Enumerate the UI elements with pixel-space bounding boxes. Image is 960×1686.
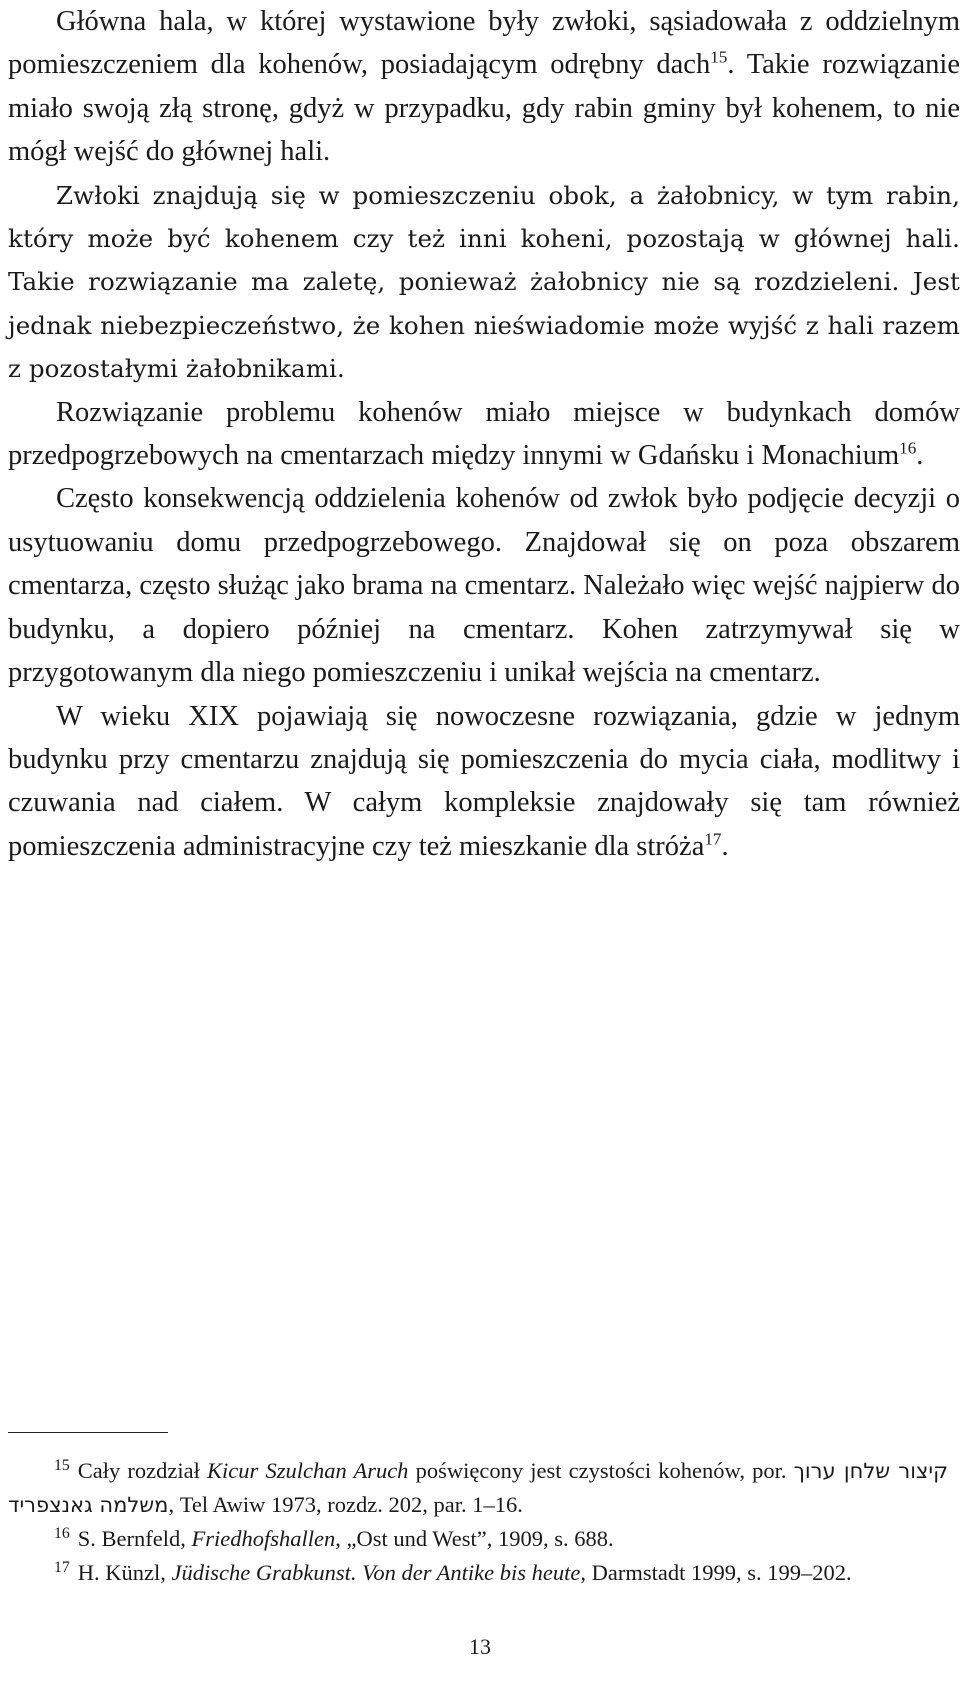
- footnote-text: H. Künzl,: [77, 1560, 172, 1585]
- footnote-number: 17: [54, 1558, 70, 1576]
- footnote-ref-15[interactable]: 15: [710, 47, 728, 67]
- paragraph-1: [8, 0, 960, 174]
- footnote-title: Friedhofshallen: [191, 1526, 336, 1551]
- hebrew-title: קיצור שלחן ערוך משלמה גאנצפריד: [8, 1459, 948, 1517]
- footnote-17: [8, 1556, 948, 1590]
- paragraph-text: Rozwiązanie problemu kohenów miało miejsce w budynkach domów przedpogrzebowych na cmentarzach między innymi w Gdańsku i Monachium: [8, 396, 960, 472]
- footnote-text: poświęcony jest czystości kohenów, por.: [408, 1458, 794, 1483]
- paragraph-5: [8, 695, 960, 869]
- paragraph-3: [8, 391, 960, 478]
- footnote-text: , „Ost und West”, 1909, s. 688.: [335, 1526, 614, 1551]
- paragraph-text: Główna hala, w której wystawione były zwłoki, sąsiadowała z oddzielnym pomieszczeniem dla kohenów, posiadającym odrębny dach: [8, 6, 960, 81]
- footnote-text: S. Bernfeld,: [77, 1526, 192, 1551]
- paragraph-text: Często konsekwencją oddzielenia kohenów od zwłok było podjęcie decyzji o usytuowaniu domu przedpogrzebowego. Znajdował się on poza obszarem cmentarza, często służąc jako brama na cmentarz. Należało więc wejść najpierw do budynku, a dopiero później na cmentarz. Kohen zatrzymywał się w przygotowanym dla niego pomieszczeniu i unikał wejścia na cmentarz.: [8, 483, 960, 689]
- footnote-title: Jüdische Grabkunst. Von der Antike bis heute: [171, 1560, 581, 1585]
- footnote-text: , Tel Awiw 1973, rozdz. 202, par. 1–16.: [168, 1492, 523, 1517]
- paragraph-text: . Takie rozwiązanie miało swoją złą stronę, gdyż w przypadku, gdy rabin gminy był kohenem, to nie mógł wejść do głównej hali.: [8, 49, 960, 168]
- paragraph-text: Zwłoki znajdują się w pomieszczeniu obok, a żałobnicy, w tym rabin, który może być kohenem czy też inni koheni, pozostają w głównej hali. Takie rozwiązanie ma zaletę, ponieważ żałobnicy nie są rozdzieleni. Jest jednak niebezpieczeństwo, że kohen nieświadomie może wyjść z hali razem z pozostałymi żałobnikami.: [8, 180, 960, 384]
- paragraph-2: [8, 174, 960, 391]
- paragraph-text: .: [916, 440, 924, 472]
- footnote-ref-17[interactable]: 17: [704, 829, 722, 849]
- footnote-15: [8, 1454, 948, 1522]
- footnote-title: Kicur Szulchan Aruch: [207, 1458, 409, 1483]
- footnote-separator: [8, 1432, 168, 1433]
- footnote-16: [8, 1522, 948, 1556]
- footnote-text: , Darmstadt 1999, s. 199–202.: [580, 1560, 852, 1585]
- paragraph-text: W wieku XIX pojawiają się nowoczesne rozwiązania, gdzie w jednym budynku przy cmentarzu znajdują się pomieszczenia do mycia ciała, modlitwy i czuwania nad ciałem. W całym kompleksie znajdowały się tam również pomieszczenia administracyjne czy też mieszkanie dla stróża: [8, 700, 960, 862]
- page-number: 13: [469, 1634, 491, 1659]
- paragraph-text: .: [721, 830, 729, 862]
- footnote-text: Cały rozdział: [77, 1458, 208, 1483]
- footnotes: [8, 1454, 948, 1590]
- footnote-ref-16[interactable]: 16: [899, 438, 917, 458]
- footnote-number: 15: [54, 1456, 70, 1474]
- footnote-number: 16: [54, 1524, 70, 1542]
- paragraph-4: [8, 477, 960, 694]
- body-text: [8, 0, 960, 868]
